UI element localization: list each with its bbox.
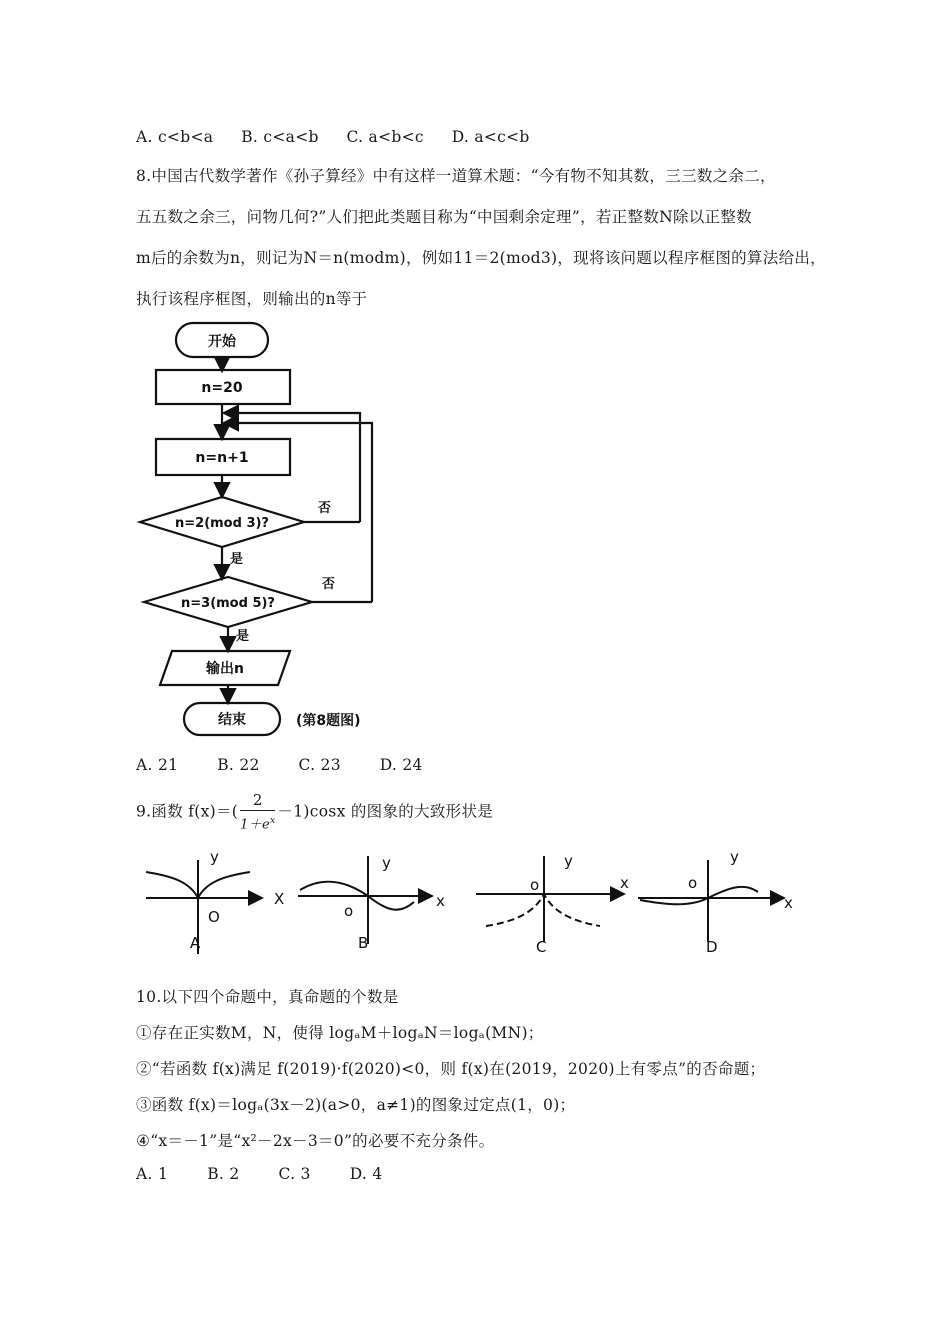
q9-stem xyxy=(136,790,493,835)
graph-b-o: o xyxy=(344,902,354,920)
graph-a-x: X xyxy=(274,890,285,908)
q8-option-b: B. 22 xyxy=(217,756,260,774)
flowchart xyxy=(130,315,410,745)
q10-options xyxy=(136,1165,383,1183)
q9-frac-numerator: 2 xyxy=(240,790,275,811)
graph-b-label: B xyxy=(358,934,369,952)
graph-b-x: x xyxy=(436,892,445,910)
flowchart-yes-label-1: 是 xyxy=(230,552,244,567)
flowchart-increment-label: n=n+1 xyxy=(195,450,249,466)
flowchart-cond1-label: n=2(mod 3)? xyxy=(175,516,269,531)
q8-option-a: A. 21 xyxy=(136,756,179,774)
graph-d xyxy=(638,860,782,942)
graph-b-y: y xyxy=(382,854,391,872)
graph-c-label: C xyxy=(536,938,547,956)
q10-proposition-1: ①存在正实数M，N，使得 logₐM＋logₐN＝logₐ(MN)； xyxy=(136,1024,544,1042)
graph-a-o: O xyxy=(208,908,220,926)
q7-option-d: D. a<c<b xyxy=(451,128,530,146)
q9-fraction xyxy=(240,790,275,835)
q10-stem: 10.以下四个命题中，真命题的个数是 xyxy=(136,988,399,1006)
q7-option-b: B. c<a<b xyxy=(241,128,319,146)
q10-option-a: A. 1 xyxy=(136,1165,169,1183)
q9-frac-denominator: $1+e^x$ xyxy=(240,816,276,833)
q10-option-c: C. 3 xyxy=(278,1165,311,1183)
q8-option-c: C. 23 xyxy=(298,756,341,774)
q7-options xyxy=(136,128,530,146)
q8-stem-line1: 8.中国古代数学著作《孙子算经》中有这样一道算术题：“今有物不知其数，三三数之余二， xyxy=(136,167,776,185)
graph-c xyxy=(476,856,622,942)
q8-option-d: D. 24 xyxy=(379,756,423,774)
flowchart-no-label-1: 否 xyxy=(318,501,332,516)
graph-a-label: A xyxy=(190,934,201,952)
flowchart-init-label: n=20 xyxy=(201,380,243,396)
graph-d-y: y xyxy=(730,848,739,866)
graph-c-x: x xyxy=(620,874,629,892)
graph-d-o: o xyxy=(688,874,698,892)
q8-stem-line3: m后的余数为n，则记为N＝n(modm)，例如11＝2(mod3)，现将该问题以程序框图的算法给出， xyxy=(136,249,826,267)
flowchart-cond2-label: n=3(mod 5)? xyxy=(181,596,275,611)
flowchart-no-label-2: 否 xyxy=(322,577,336,592)
q10-proposition-2: ②“若函数 f(x)满足 f(2019)·f(2020)<0，则 f(x)在(2019，2020)上有零点”的否命题； xyxy=(136,1060,766,1078)
q9-prefix: 9.函数 f(x)＝( xyxy=(136,802,239,821)
flowchart-caption: (第8题图) xyxy=(296,713,361,729)
flowchart-start-label: 开始 xyxy=(208,334,236,350)
q10-proposition-3: ③函数 f(x)＝logₐ(3x－2)(a>0，a≠1)的图象过定点(1，0)； xyxy=(136,1096,576,1114)
graph-c-o: o xyxy=(530,876,540,894)
flowchart-yes-label-2: 是 xyxy=(236,629,250,644)
q9-graphs xyxy=(132,842,812,962)
q9-suffix: －1)cosx 的图象的大致形状是 xyxy=(277,802,494,821)
graph-b xyxy=(298,856,430,944)
graph-c-y: y xyxy=(564,852,573,870)
q10-option-b: B. 2 xyxy=(207,1165,240,1183)
graph-d-x: x xyxy=(784,894,793,912)
flowchart-end-label: 结束 xyxy=(218,712,246,728)
graph-a xyxy=(146,860,260,954)
q8-stem-line2: 五五数之余三，问物几何?”人们把此类题目称为“中国剩余定理”，若正整数N除以正整数 xyxy=(136,208,752,226)
flowchart-output-label: 输出n xyxy=(206,661,244,677)
q8-options xyxy=(136,756,423,774)
q7-option-c: C. a<b<c xyxy=(346,128,424,146)
q10-option-d: D. 4 xyxy=(349,1165,383,1183)
graph-d-label: D xyxy=(706,938,718,956)
q8-stem-line4: 执行该程序框图，则输出的n等于 xyxy=(136,290,368,308)
q7-option-a: A. c<b<a xyxy=(136,128,214,146)
q10-proposition-4: ④“x＝－1”是“x²－2x－3＝0”的必要不充分条件。 xyxy=(136,1132,495,1150)
graph-a-y: y xyxy=(210,848,219,866)
